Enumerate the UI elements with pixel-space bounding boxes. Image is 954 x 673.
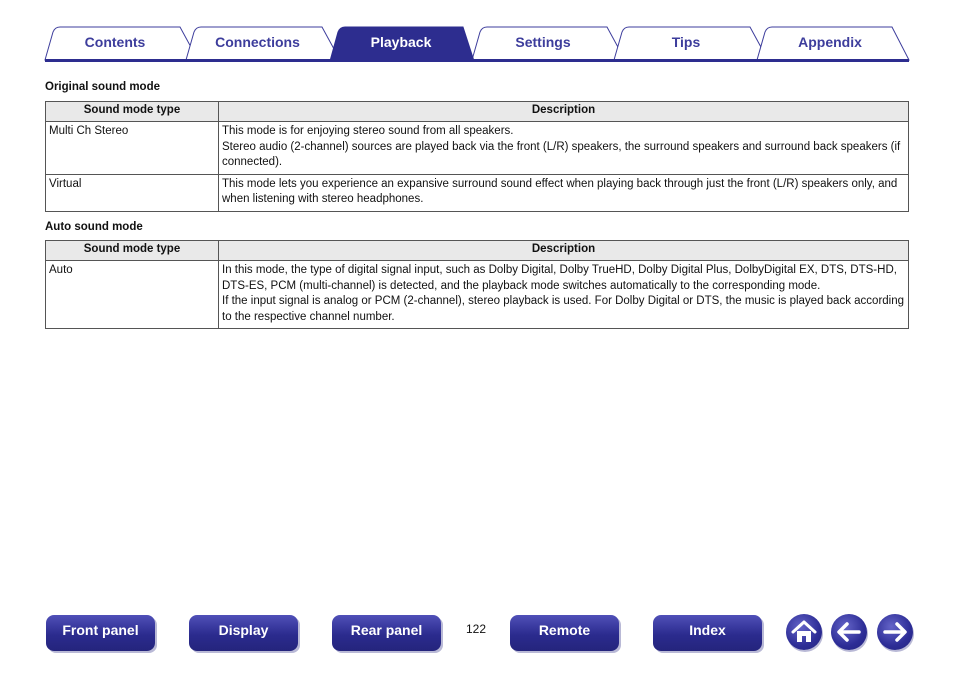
tab-settings[interactable]: Settings <box>515 34 571 50</box>
sound-mode-type-cell: Multi Ch Stereo <box>46 122 219 175</box>
display-button[interactable]: Display <box>189 615 298 651</box>
original-sound-mode-table <box>45 101 909 212</box>
rear-panel-button[interactable]: Rear panel <box>332 615 441 651</box>
forward-button[interactable] <box>877 614 913 650</box>
remote-button[interactable]: Remote <box>510 615 619 651</box>
tab-connections[interactable]: Connections <box>215 34 300 50</box>
back-button[interactable] <box>831 614 867 650</box>
tab-contents[interactable]: Contents <box>84 34 146 50</box>
auto-sound-mode-table <box>45 240 909 329</box>
front-panel-button[interactable]: Front panel <box>46 615 155 651</box>
index-button[interactable]: Index <box>653 615 762 651</box>
description-line: Stereo audio (2-channel) sources are played back via the front (L/R) speakers, the surround speakers and surround back speakers (if connected). <box>222 140 901 168</box>
table-row <box>46 174 909 211</box>
table-header-row <box>46 241 909 261</box>
home-button[interactable] <box>786 614 822 650</box>
description-line: In this mode, the type of digital signal input, such as Dolby Digital, Dolby TrueHD, Dolby Digital Plus, DolbyDigital EX, DTS, DTS-HD, DTS-ES, PCM (multi-channel) is detected, and the playback mode switches automatically to the corresponding mode. <box>222 264 897 292</box>
tab-appendix[interactable]: Appendix <box>798 34 862 50</box>
description-cell <box>219 174 909 211</box>
tab-playback[interactable]: Playback <box>370 34 432 50</box>
sound-mode-type-cell: Auto <box>46 261 219 329</box>
table-header-row <box>46 102 909 122</box>
column-header-sound-mode-type: Sound mode type <box>46 241 219 261</box>
tab-tips[interactable]: Tips <box>671 34 701 50</box>
column-header-description: Description <box>219 241 909 261</box>
description-cell <box>219 261 909 329</box>
table-row <box>46 122 909 175</box>
sound-mode-type-cell: Virtual <box>46 174 219 211</box>
home-icon <box>786 614 822 650</box>
table-row <box>46 261 909 329</box>
page-number: 122 <box>466 622 487 636</box>
column-header-sound-mode-type: Sound mode type <box>46 102 219 122</box>
section-title-auto-sound-mode: Auto sound mode <box>45 221 143 233</box>
description-cell <box>219 122 909 175</box>
tab-bar-shapes <box>0 0 954 64</box>
arrow-left-icon <box>831 614 867 650</box>
description-line: This mode is for enjoying stereo sound from all speakers. <box>222 125 514 137</box>
description-line: If the input signal is analog or PCM (2-channel), stereo playback is used. For Dolby Digital or DTS, the music is played back according to the respective channel number. <box>222 295 905 323</box>
tab-bar <box>0 0 954 64</box>
arrow-right-icon <box>877 614 913 650</box>
description-line: This mode lets you experience an expansive surround sound effect when playing back through just the front (L/R) speakers only, and when listening with stereo headphones. <box>222 177 898 205</box>
section-title-original-sound-mode: Original sound mode <box>45 81 161 93</box>
column-header-description: Description <box>219 102 909 122</box>
